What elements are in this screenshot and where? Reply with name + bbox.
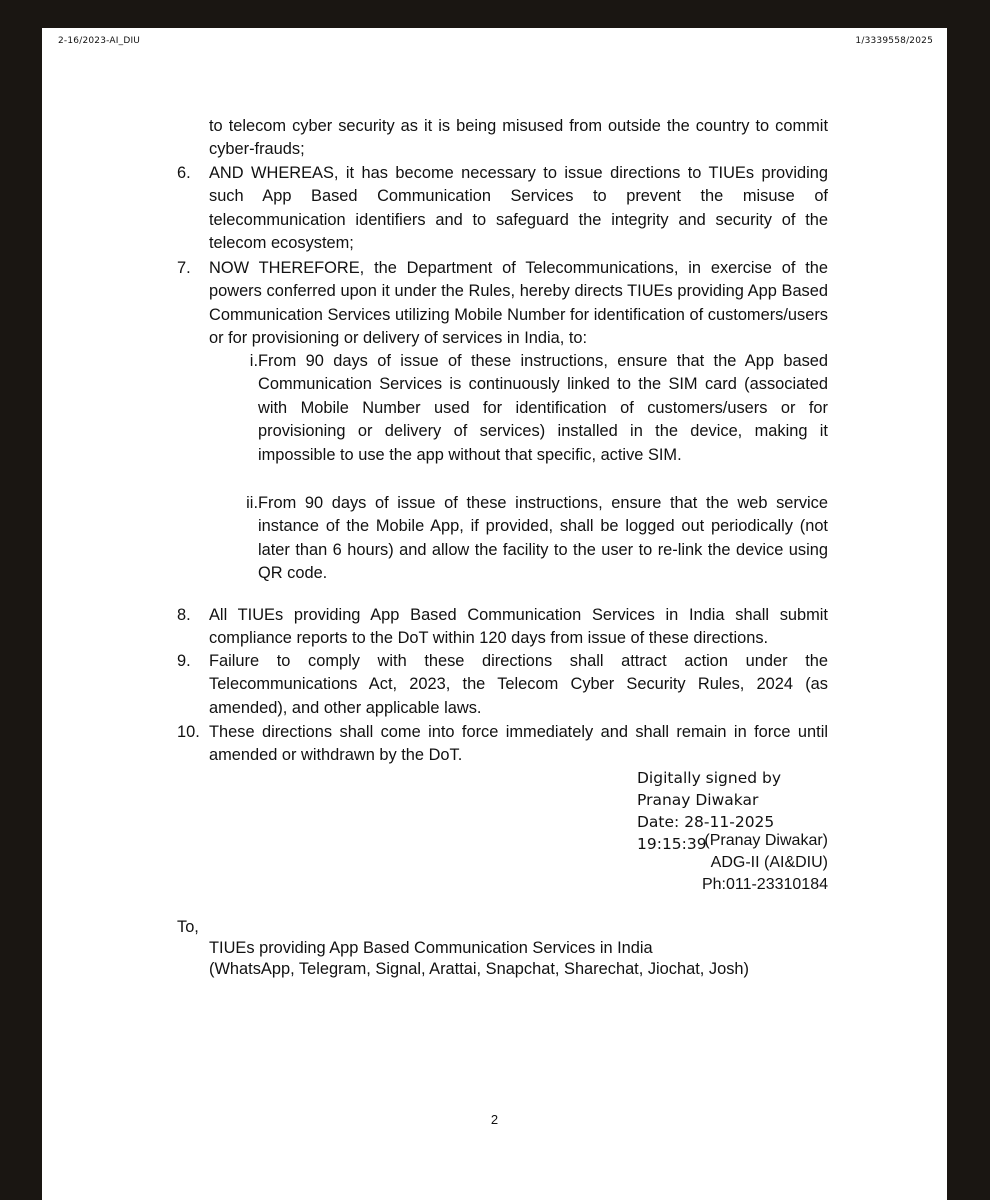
file-reference-left: 2-16/2023-AI_DIU	[58, 36, 141, 46]
signature-date: Date: 28-11-2025	[637, 813, 775, 831]
subitem-text-i: From 90 days of issue of these instructions, ensure that the App based Communication Services is continuously linked to the SIM card (associated with Mobile Number used for identification of customers/users or for provisioning or delivery of services) installed in the device, making it impossible to use the app without that specific, active SIM.	[258, 352, 828, 464]
recipient-to: To,	[177, 918, 199, 936]
file-reference-right: 1/3339558/2025	[855, 36, 933, 46]
item-text-7: NOW THEREFORE, the Department of Telecommunications, in exercise of the powers conferred upon it under the Rules, hereby directs TIUEs providing App Based Communication Services utilizing Mobile Number for identification of customers/users or for provisioning or delivery of services in India, to:	[209, 259, 828, 348]
item-text-10: These directions shall come into force immediately and shall remain in force until amended or withdrawn by the DoT.	[209, 723, 828, 765]
item-text-9: Failure to comply with these directions shall attract action under the Telecommunications Act, 2023, the Telecom Cyber Security Rules, 2024 (as amended), and other applicable laws.	[209, 652, 828, 717]
signature-time: 19:15:39	[637, 835, 707, 853]
recipient-line-2: (WhatsApp, Telegram, Signal, Arattai, Snapchat, Sharechat, Jiochat, Josh)	[209, 960, 749, 978]
subitem-number-i: i.	[249, 352, 258, 370]
signatory-designation: ADG-II (AI&DIU)	[710, 854, 828, 871]
item-number-8: 8.	[177, 606, 191, 624]
page-number: 2	[490, 1112, 499, 1127]
continuation-paragraph: to telecom cyber security as it is being misused from outside the country to commit cyber-frauds;	[209, 117, 828, 159]
item-number-6: 6.	[177, 164, 191, 182]
item-number-10: 10.	[177, 723, 200, 741]
document-page	[42, 28, 947, 1200]
item-number-7: 7.	[177, 259, 191, 277]
subitem-text-ii: From 90 days of issue of these instructions, ensure that the web service instance of the Mobile App, if provided, shall be logged out periodically (not later than 6 hours) and allow the facility to the user to re-link the device using QR code.	[258, 494, 828, 583]
recipient-line-1: TIUEs providing App Based Communication Services in India	[209, 939, 653, 957]
item-text-8: All TIUEs providing App Based Communication Services in India shall submit compliance reports to the DoT within 120 days from issue of these directions.	[209, 606, 828, 648]
subitem-number-ii: ii.	[246, 494, 258, 512]
signature-line: Digitally signed by	[637, 769, 782, 787]
signatory-name: (Pranay Diwakar)	[704, 832, 828, 849]
signatory-phone: Ph:011-23310184	[701, 876, 828, 893]
item-text-6: AND WHEREAS, it has become necessary to issue directions to TIUEs providing such App Based Communication Services to prevent the misuse of telecommunication identifiers and to safeguard the integrity and security of the telecom ecosystem;	[209, 164, 828, 253]
signature-signer: Pranay Diwakar	[637, 791, 759, 809]
item-number-9: 9.	[177, 652, 191, 670]
